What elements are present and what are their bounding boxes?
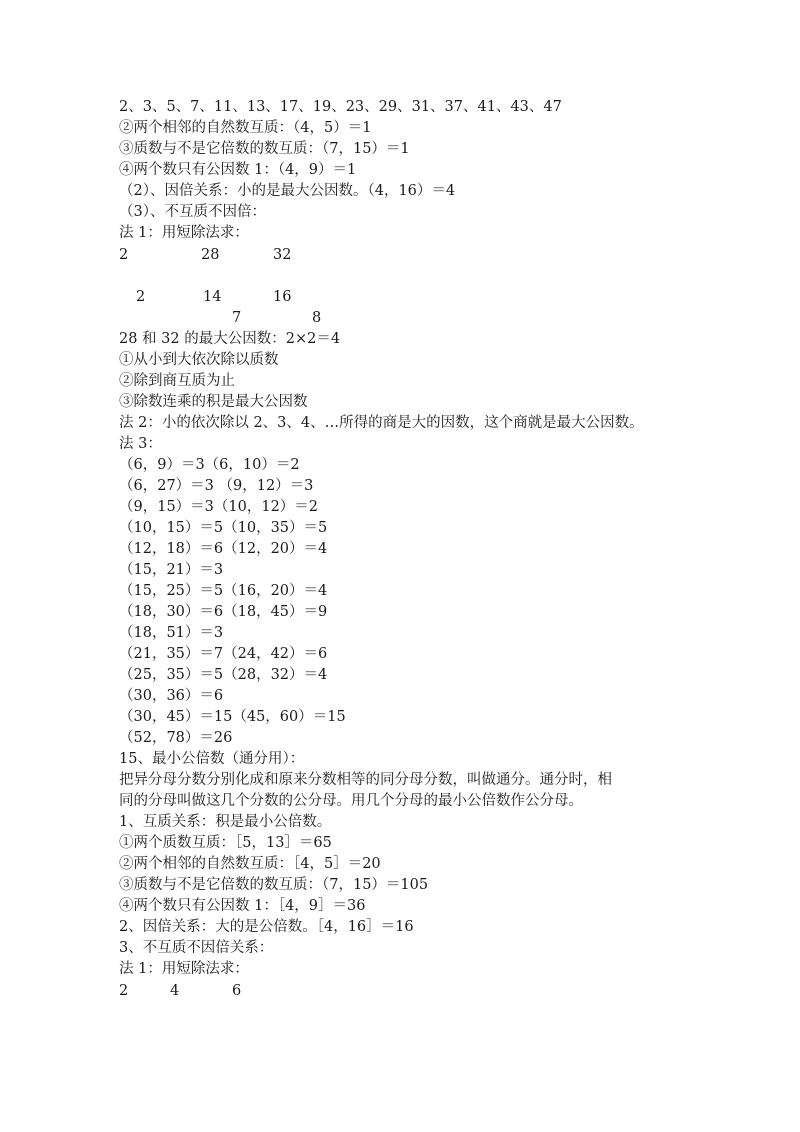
- text-line: ②两个相邻的自然数互质：［4，5］＝20: [119, 856, 381, 872]
- gcd-example-line: （15，21）＝3: [119, 562, 224, 578]
- text-line: （2）、因倍关系：小的是最大公因数。（4，16）＝4: [119, 183, 456, 199]
- text-line: 法 3：: [119, 436, 162, 452]
- divisor-number: 2: [119, 983, 129, 999]
- dividend-number: 28: [201, 247, 220, 263]
- gcd-example-line: （6，27）＝3 （9，12）＝3: [119, 478, 314, 494]
- gcd-example-line: （9，15）＝3（10，12）＝2: [119, 499, 319, 515]
- dividend-number: 32: [273, 247, 292, 263]
- text-line: ③除数连乘的积是最大公因数: [119, 394, 308, 410]
- gcd-example-line: （25，35）＝5（28，32）＝4: [119, 667, 328, 683]
- text-line: ④两个数只有公因数 1：［4，9］＝36: [119, 898, 366, 914]
- quotient-number: 8: [312, 310, 322, 326]
- gcd-example-line: （30，45）＝15（45，60）＝15: [119, 709, 346, 725]
- prime-list-line: 2、3、5、7、11、13、17、19、23、29、31、37、41、43、47: [119, 99, 562, 115]
- text-line: ③质数与不是它倍数的数互质：（7，15）＝105: [119, 877, 429, 893]
- text-line: ②除到商互质为止: [119, 373, 235, 389]
- gcd-example-line: （15，25）＝5（16，20）＝4: [119, 583, 328, 599]
- divisor-number: 2: [119, 247, 129, 263]
- text-line: 2、因倍关系：大的是公倍数。［4，16］＝16: [119, 919, 414, 935]
- dividend-number: 6: [232, 983, 242, 999]
- gcd-example-line: （30，36）＝6: [119, 688, 224, 704]
- text-line: 把异分母分数分别化成和原来分数相等的同分母分数，叫做通分。通分时，相: [119, 772, 612, 788]
- gcd-example-line: （6，9）＝3（6，10）＝2: [119, 457, 300, 473]
- text-line: ①两个质数互质：［5，13］＝65: [119, 835, 332, 851]
- gcd-example-line: （18，30）＝6（18，45）＝9: [119, 604, 328, 620]
- text-line: 法 1：用短除法求：: [119, 225, 249, 241]
- text-line: 1、互质关系：积是最小公倍数。: [119, 814, 332, 830]
- gcd-example-line: （10，15）＝5（10，35）＝5: [119, 520, 328, 536]
- text-line: ③质数与不是它倍数的数互质：（7，15）＝1: [119, 141, 410, 157]
- quotient-number: 14: [203, 289, 222, 305]
- quotient-number: 7: [232, 310, 242, 326]
- text-line: 3、不互质不因倍关系：: [119, 940, 274, 956]
- text-line: 28 和 32 的最大公因数：2×2＝4: [119, 331, 341, 347]
- text-line: 同的分母叫做这几个分数的公分母。用几个分母的最小公倍数作公分母。: [119, 793, 583, 809]
- divisor-number: 2: [136, 289, 146, 305]
- text-line: 法 2：小的依次除以 2、3、4、…所得的商是大的因数，这个商就是最大公因数。: [119, 415, 644, 431]
- gcd-example-line: （52，78）＝26: [119, 730, 233, 746]
- quotient-number: 16: [273, 289, 292, 305]
- text-line: （3）、不互质不因倍：: [119, 204, 266, 220]
- text-line: ①从小到大依次除以质数: [119, 352, 279, 368]
- text-line: 法 1：用短除法求：: [119, 961, 249, 977]
- section-heading: 15、最小公倍数（通分用）：: [119, 751, 305, 767]
- text-line: ④两个数只有公因数 1：（4，9）＝1: [119, 162, 357, 178]
- gcd-example-line: （12，18）＝6（12，20）＝4: [119, 541, 328, 557]
- dividend-number: 4: [170, 983, 180, 999]
- text-line: ②两个相邻的自然数互质：（4，5）＝1: [119, 120, 372, 136]
- gcd-example-line: （21，35）＝7（24，42）＝6: [119, 646, 328, 662]
- gcd-example-line: （18，51）＝3: [119, 625, 224, 641]
